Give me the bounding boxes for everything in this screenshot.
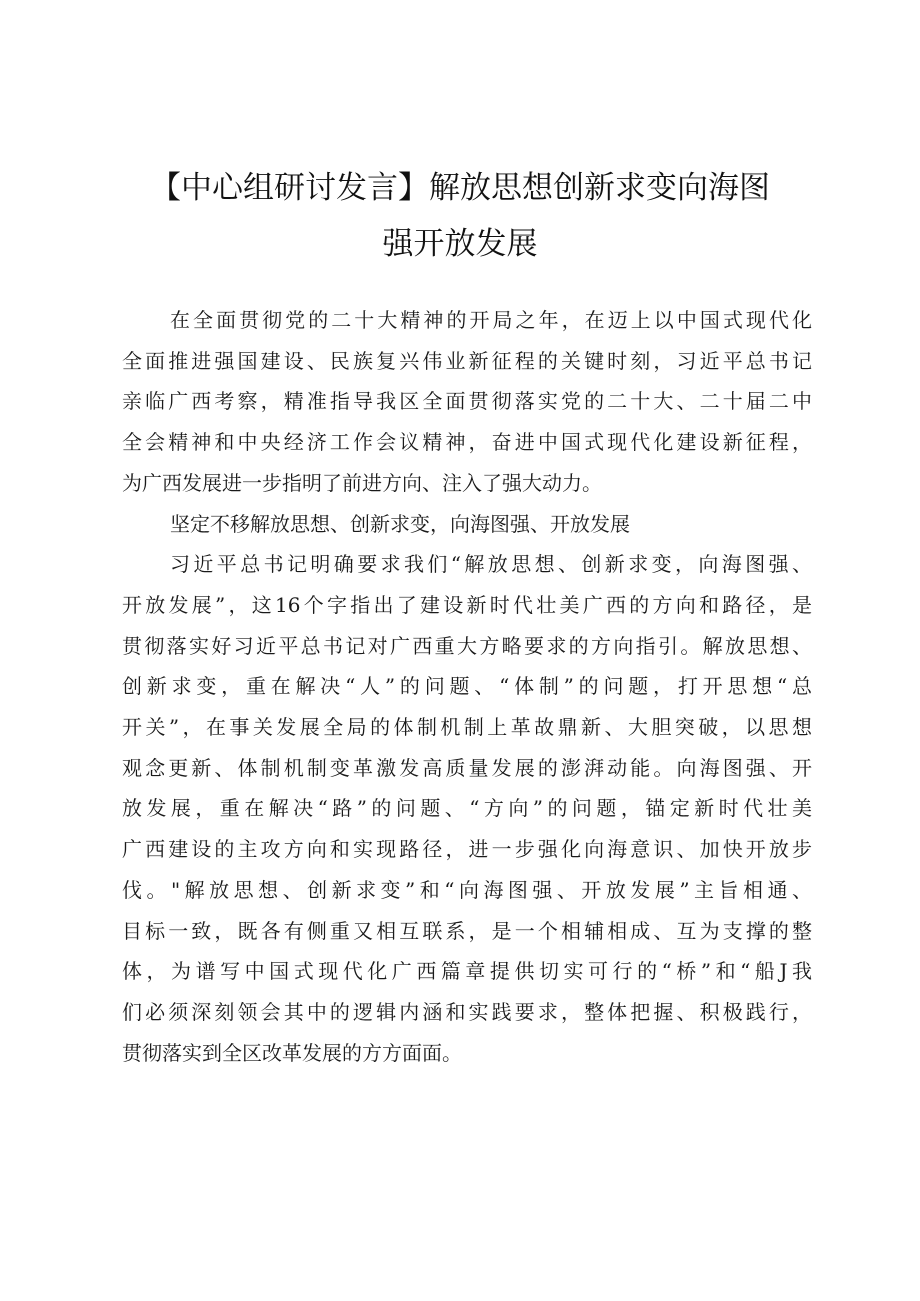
paragraph-line: 目标一致，既各有侧重又相互联系，是一个相辅相成、互为支撑的整 [122,918,812,943]
paragraph-line: 全面推进强国建设、民族复兴伟业新征程的关键时刻，习近平总书记 [122,348,812,373]
paragraph-line: 为广西发展进一步指明了前进方向、注入了强大动力。 [122,470,602,495]
paragraph-line: 广西建设的主攻方向和实现路径，进一步强化向海意识、加快开放步 [122,837,812,862]
paragraph-line: 伐。"解放思想、创新求变”和“向海图强、开放发展”主旨相通、 [122,877,812,902]
paragraph-line: 创新求变，重在解决“人”的问题、“体制”的问题，打开思想“总 [122,674,812,699]
section-heading-text: 坚定不移解放思想、创新求变，向海图强、开放发展 [170,511,630,536]
paragraph-line: 在全面贯彻党的二十大精神的开局之年，在迈上以中国式现代化 [170,308,812,332]
document-title [100,160,820,272]
document-body [122,300,812,1073]
title-line-1: 【中心组研讨发言】解放思想创新求变向海图 [150,170,770,206]
paragraph-line: 习近平总书记明确要求我们“解放思想、创新求变，向海图强、 [170,552,812,577]
section-heading [122,504,812,545]
paragraph-line: 全会精神和中央经济工作会议精神，奋进中国式现代化建设新征程， [122,430,812,455]
paragraph-line: 观念更新、体制机制变革激发高质量发展的澎湃动能。向海图强、开 [122,755,812,780]
paragraph-line: 亲临广西考察，精准指导我区全面贯彻落实党的二十大、二十届二中 [122,389,812,414]
paragraph-line: 贯彻落实到全区改革发展的方方面面。 [122,1040,462,1065]
paragraph-intro [122,300,812,504]
paragraph-line: 开关”，在事关发展全局的体制机制上革故鼎新、大胆突破，以思想 [122,715,812,740]
paragraph-line: 体，为谱写中国式现代化广西篇章提供切实可行的“桥”和“船J我 [122,959,812,984]
paragraph-line: 开放发展”，这16个字指出了建设新时代壮美广西的方向和路径，是 [122,592,812,617]
paragraph-line: 贯彻落实好习近平总书记对广西重大方略要求的方向指引。解放思想、 [122,633,812,658]
paragraph-main [122,544,812,1073]
paragraph-line: 放发展，重在解决“路”的问题、“方向”的问题，锚定新时代壮美 [122,796,812,821]
title-line-2: 强开放发展 [382,226,538,262]
paragraph-line: 们必须深刻领会其中的逻辑内涵和实践要求，整体把握、积极践行， [122,999,812,1024]
